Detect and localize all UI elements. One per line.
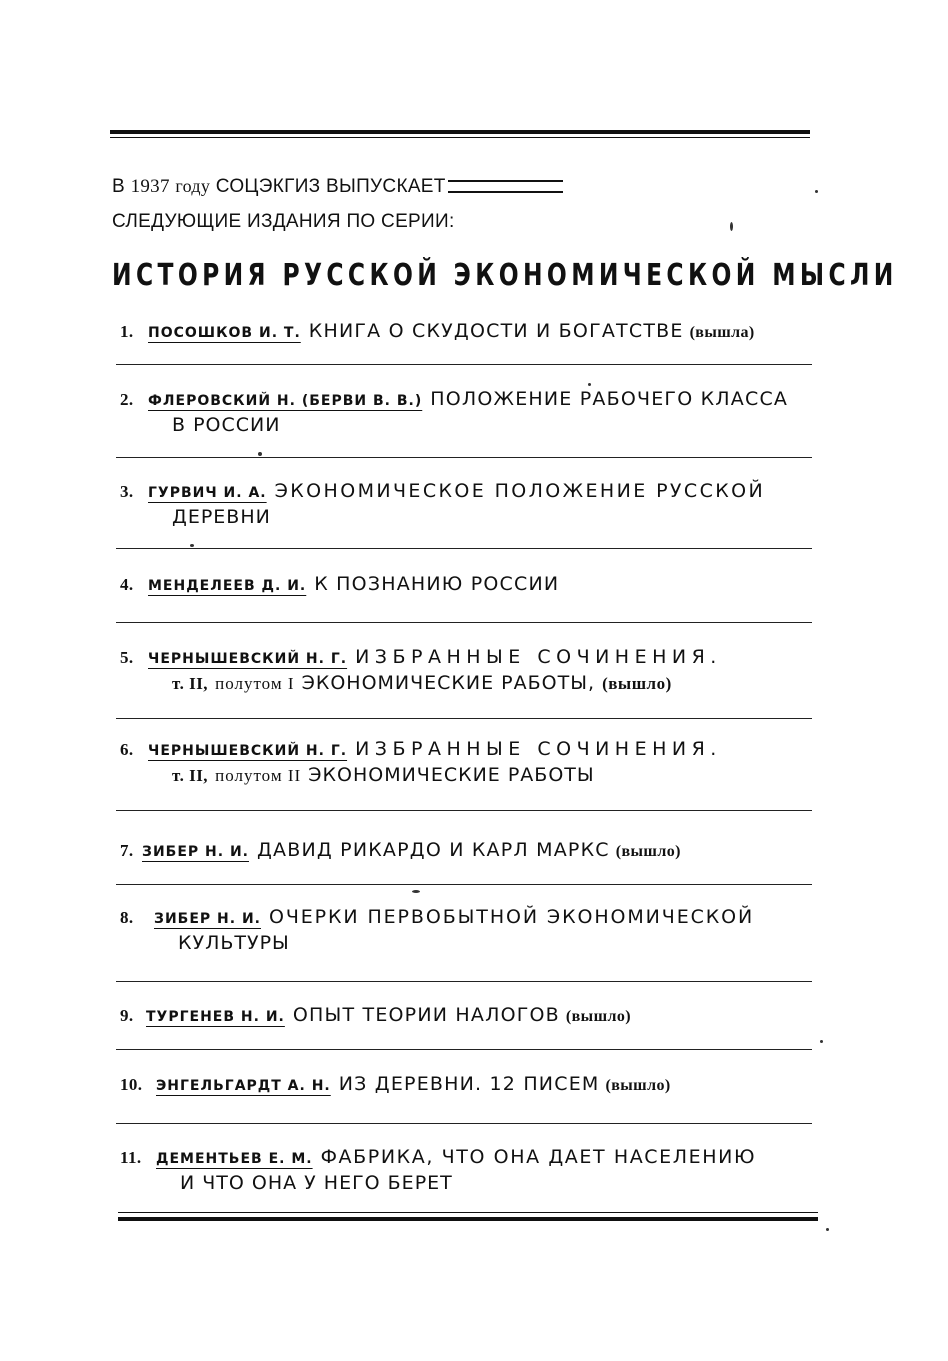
scan-speck	[190, 544, 194, 547]
entry-title-continuation: ДЕРЕВНИ	[172, 506, 271, 528]
scan-speck	[820, 1040, 823, 1043]
entry-title: ОПЫТ ТЕОРИИ НАЛОГОВ	[292, 1004, 560, 1026]
entry-title: ПОЛОЖЕНИЕ РАБОЧЕГО КЛАССА	[430, 388, 789, 410]
entry-author: ДЕМЕНТЬЕВ Е. М.	[156, 1151, 313, 1167]
entry-author: ФЛЕРОВСКИЙ Н. (БЕРВИ В. В.)	[148, 393, 423, 409]
entry-number: 8.	[120, 908, 134, 927]
catalog-entry-2	[120, 388, 820, 436]
entry-subtitle: ЭКОНОМИЧЕСКИЕ РАБОТЫ	[308, 764, 595, 786]
entry-volume: т. II,	[172, 674, 209, 693]
scan-speck	[815, 190, 818, 193]
entry-author: ГУРВИЧ И. А.	[148, 485, 267, 501]
separator-rule	[116, 457, 812, 458]
catalog-entry-3	[120, 480, 820, 528]
entry-number: 11.	[120, 1148, 142, 1167]
entry-subtitle: ЭКОНОМИЧЕСКИЕ РАБОТЫ,	[301, 672, 596, 694]
intro-decorative-lines	[448, 180, 563, 193]
entry-number: 1.	[120, 322, 134, 341]
scan-speck	[588, 383, 591, 386]
separator-rule	[116, 364, 812, 365]
entry-author: ЗИБЕР Н. И.	[154, 911, 261, 927]
catalog-entry-11	[120, 1146, 820, 1194]
separator-rule	[116, 622, 812, 623]
separator-rule	[116, 810, 812, 811]
entry-author: ТУРГЕНЕВ Н. И.	[146, 1009, 285, 1025]
entry-number: 9.	[120, 1006, 134, 1025]
entry-half-volume: полутом II	[215, 766, 302, 785]
entry-volume: т. II,	[172, 766, 209, 785]
intro-publisher: СОЦЭКГИЗ ВЫПУСКАЕТ	[215, 176, 446, 197]
entry-status: (вышло)	[602, 674, 672, 693]
entry-title: ФАБРИКА, ЧТО ОНА ДАЕТ НАСЕЛЕНИЮ	[320, 1146, 757, 1168]
entry-number: 6.	[120, 740, 134, 759]
entry-number: 4.	[120, 575, 134, 594]
scan-speck	[412, 890, 420, 893]
separator-rule	[116, 718, 812, 719]
entry-status: (вышло)	[565, 1008, 631, 1025]
entry-title: ИЗБРАННЫЕ СОЧИНЕНИЯ.	[355, 738, 722, 760]
entry-title: ИЗ ДЕРЕВНИ. 12 ПИСЕМ	[338, 1073, 600, 1095]
separator-rule	[116, 1049, 812, 1050]
entry-author: ЧЕРНЫШЕВСКИЙ Н. Г.	[148, 743, 348, 759]
scan-speck	[258, 452, 262, 456]
entry-author: ЭНГЕЛЬГАРДТ А. Н.	[156, 1078, 331, 1094]
entry-title: ДАВИД РИКАРДО И КАРЛ МАРКС	[256, 839, 610, 861]
separator-rule	[116, 981, 812, 982]
top-double-rule	[110, 130, 810, 138]
entry-title-continuation: И ЧТО ОНА У НЕГО БЕРЕТ	[180, 1172, 453, 1194]
separator-rule	[116, 548, 812, 549]
entry-title-continuation	[172, 764, 820, 786]
entry-title: ОЧЕРКИ ПЕРВОБЫТНОЙ ЭКОНОМИЧЕСКОЙ	[268, 906, 755, 928]
entry-number: 5.	[120, 648, 134, 667]
intro-line-1	[112, 176, 563, 198]
entry-title-continuation: В РОССИИ	[172, 414, 281, 436]
catalog-entry-1	[120, 320, 820, 343]
entry-title: КНИГА О СКУДОСТИ И БОГАТСТВЕ	[308, 320, 684, 342]
entry-title-continuation	[172, 672, 820, 694]
separator-rule	[116, 1123, 812, 1124]
entry-status: (вышла)	[689, 324, 755, 341]
entry-number: 10.	[120, 1075, 143, 1094]
intro-year: 1937	[130, 176, 170, 197]
scan-speck	[826, 1228, 829, 1231]
catalog-entry-4	[120, 573, 820, 596]
catalog-entry-8	[120, 906, 820, 954]
catalog-entry-7	[120, 839, 820, 862]
intro-small: году	[175, 176, 211, 196]
entry-number: 3.	[120, 482, 134, 501]
entry-status: (вышло)	[615, 843, 681, 860]
entry-author: МЕНДЕЛЕЕВ Д. И.	[148, 578, 307, 594]
entry-author: ЗИБЕР Н. И.	[142, 844, 249, 860]
intro-prefix: В	[112, 176, 125, 197]
entry-status: (вышло)	[605, 1077, 671, 1094]
entry-title: К ПОЗНАНИЮ РОССИИ	[314, 573, 560, 595]
entry-author: ПОСОШКОВ И. Т.	[148, 325, 301, 341]
entry-number: 7.	[120, 841, 134, 860]
entry-author: ЧЕРНЫШЕВСКИЙ Н. Г.	[148, 651, 348, 667]
entry-half-volume: полутом I	[215, 674, 295, 693]
scan-speck	[730, 222, 733, 231]
entry-number: 2.	[120, 390, 134, 409]
catalog-entry-10	[120, 1073, 820, 1096]
entry-title: ИЗБРАННЫЕ СОЧИНЕНИЯ.	[355, 646, 722, 668]
bottom-double-rule	[118, 1212, 818, 1221]
catalog-entry-6	[120, 738, 820, 786]
separator-rule	[116, 884, 812, 885]
series-title: ИСТОРИЯ РУССКОЙ ЭКОНОМИЧЕСКОЙ МЫСЛИ	[112, 258, 898, 293]
catalog-entry-9	[120, 1004, 820, 1027]
entry-title-continuation: КУЛЬТУРЫ	[178, 932, 290, 954]
intro-line-2: СЛЕДУЮЩИЕ ИЗДАНИЯ ПО СЕРИИ:	[112, 211, 455, 232]
catalog-entry-5	[120, 646, 820, 694]
entry-title: ЭКОНОМИЧЕСКОЕ ПОЛОЖЕНИЕ РУССКОЙ	[274, 480, 766, 502]
